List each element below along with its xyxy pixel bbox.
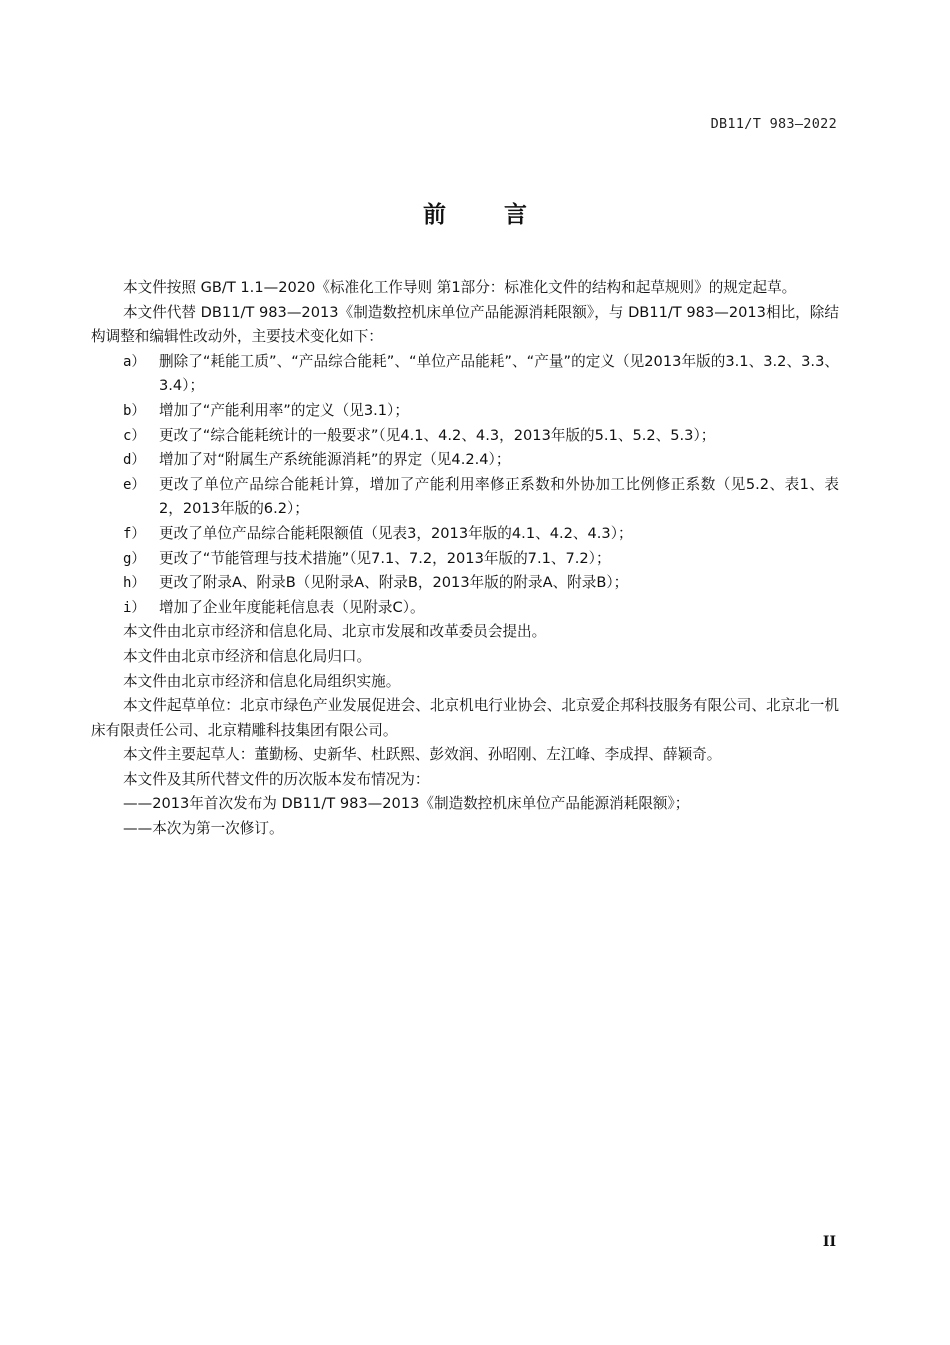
paragraph-drafters: 本文件主要起草人：董勤杨、史新华、杜跃熙、彭效润、孙昭刚、左江峰、李成捍、薛颖奇。: [123, 746, 722, 764]
list-marker: d）: [123, 452, 146, 469]
paragraph-implementation: 本文件由北京市经济和信息化局组织实施。: [123, 672, 401, 690]
change-item-g: [91, 547, 839, 572]
list-marker: b）: [123, 402, 146, 419]
paragraph-centralized: 本文件由北京市经济和信息化局归口。: [123, 647, 372, 665]
list-item-text: 删除了“耗能工质”、“产品综合能耗”、“单位产品能耗”、“产量”的定义（见2013年版的3.1、3.2、3.3、3.4）；: [159, 352, 839, 395]
list-marker: a）: [123, 353, 146, 370]
page-number: II: [822, 1234, 836, 1250]
list-item-text: 增加了对“附属生产系统能源消耗”的界定（见4.2.4）；: [159, 451, 511, 469]
list-item-text: 更改了单位产品综合能耗限额值（见表3，2013年版的4.1、4.2、4.3）；: [159, 524, 633, 542]
paragraph-drafting-units: 本文件起草单位：北京市绿色产业发展促进会、北京机电行业协会、北京爱企邦科技服务有限公司、北京北一机床有限责任公司、北京精雕科技集团有限公司。: [91, 697, 839, 739]
paragraph-replacement: 本文件代替 DB11/T 983—2013《制造数控机床单位产品能源消耗限额》，与 DB11/T 983—2013相比，除结构调整和编辑性改动外，主要技术变化如下：: [91, 303, 839, 346]
list-item-text: 增加了企业年度能耗信息表（见附录C）。: [159, 598, 425, 616]
list-marker: h）: [123, 575, 146, 592]
paragraph-version-history: 本文件及其所代替文件的历次版本发布情况为：: [123, 770, 430, 788]
change-item-e: [91, 473, 839, 522]
list-item-text: 更改了“综合能耗统计的一般要求”（见4.1、4.2、4.3，2013年版的5.1、5.2、5.3）；: [159, 426, 716, 444]
list-item-text: 更改了“节能管理与技术措施”（见7.1、7.2，2013年版的7.1、7.2）；: [159, 549, 611, 567]
history-entry-current: ——本次为第一次修订。: [123, 820, 284, 838]
list-marker: e）: [123, 476, 146, 493]
list-marker: g）: [123, 550, 146, 567]
list-item-text: 更改了附录A、附录B（见附录A、附录B，2013年版的附录A、附录B）；: [159, 574, 629, 592]
change-item-f: [91, 522, 839, 547]
change-item-d: [91, 448, 839, 473]
list-item-text: 增加了“产能利用率”的定义（见3.1）；: [159, 401, 409, 419]
document-body: [91, 276, 839, 842]
change-item-a: [91, 350, 839, 399]
change-item-b: [91, 399, 839, 424]
change-item-c: [91, 424, 839, 449]
list-marker: c）: [123, 427, 146, 444]
list-item-text: 更改了单位产品综合能耗计算，增加了产能利用率修正系数和外协加工比例修正系数（见5.2、表1、表2，2013年版的6.2）；: [159, 475, 839, 518]
paragraph-proposer: 本文件由北京市经济和信息化局、北京市发展和改革委员会提出。: [123, 623, 547, 641]
page-title: 前言: [423, 202, 585, 228]
history-entry-2013: ——2013年首次发布为 DB11/T 983—2013《制造数控机床单位产品能源消耗限额》；: [123, 795, 690, 813]
change-item-i: [91, 596, 839, 621]
change-item-h: [91, 571, 839, 596]
list-marker: i）: [123, 599, 146, 616]
standard-code: DB11/T 983—2022: [710, 116, 837, 132]
paragraph-basis: 本文件按照 GB/T 1.1—2020《标准化工作导则 第1部分：标准化文件的结构和起草规则》的规定起草。: [123, 279, 797, 296]
list-marker: f）: [123, 525, 146, 542]
